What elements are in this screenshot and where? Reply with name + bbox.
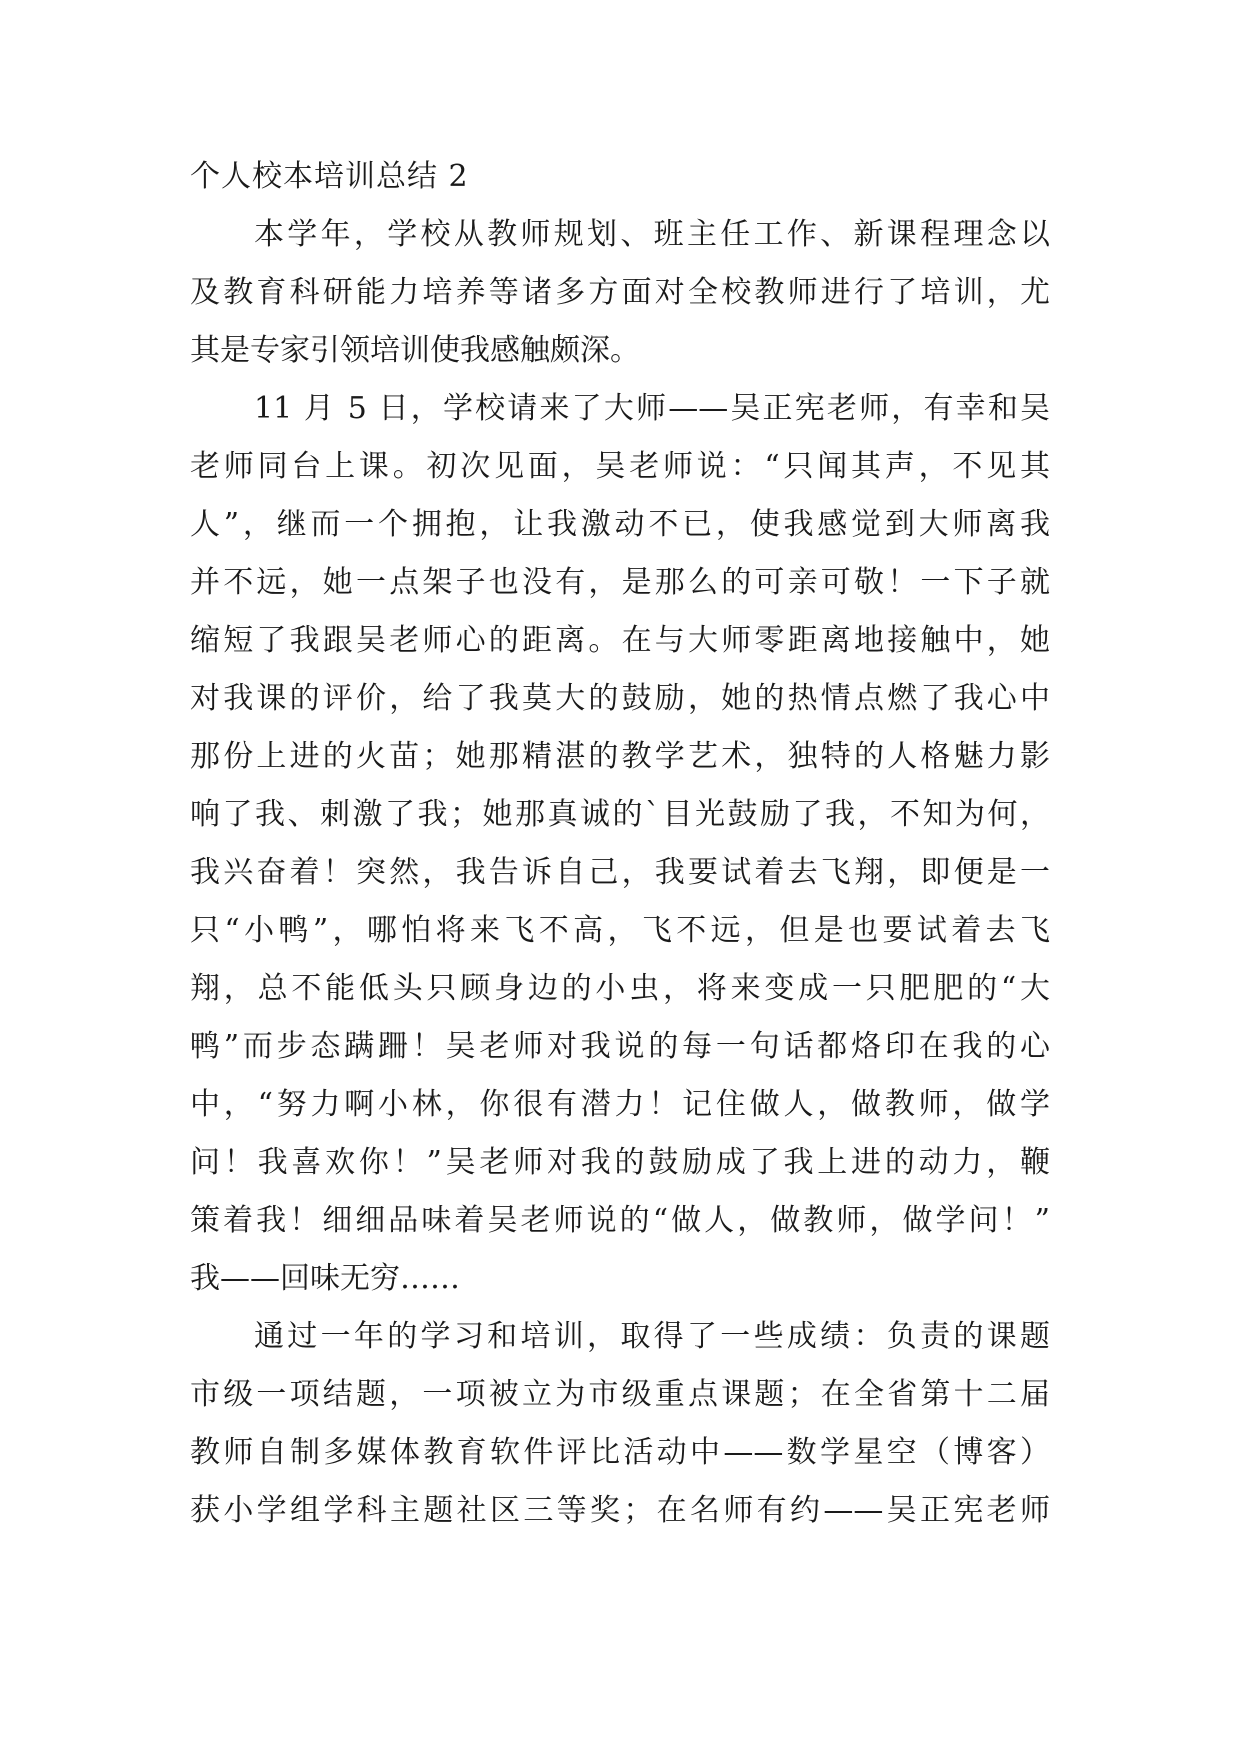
paragraph-line: 对我课的评价，给了我莫大的鼓励，她的热情点燃了我心中 — [190, 681, 1050, 716]
paragraph-intro — [190, 206, 1050, 380]
paragraph-line: 翔，总不能低头只顾身边的小虫，将来变成一只肥肥的“大 — [190, 971, 1050, 1006]
paragraph-line: 老师同台上课。初次见面，吴老师说：“只闻其声，不见其 — [190, 449, 1050, 484]
paragraph-line: 策着我！细细品味着吴老师说的“做人，做教师，做学问！” — [190, 1203, 1050, 1238]
paragraph-line: 响了我、刺激了我；她那真诚的`目光鼓励了我，不知为何， — [190, 797, 1050, 832]
paragraph-line: 那份上进的火苗；她那精湛的教学艺术，独特的人格魅力影 — [190, 739, 1050, 774]
paragraph-meeting-teacher-wu — [190, 380, 1050, 1308]
paragraph-line: 我兴奋着！突然，我告诉自己，我要试着去飞翔，即便是一 — [190, 855, 1050, 890]
paragraph-line: 获小学组学科主题社区三等奖；在名师有约——吴正宪老师 — [190, 1493, 1050, 1528]
paragraph-line: 并不远，她一点架子也没有，是那么的可亲可敬！一下子就 — [190, 565, 1050, 600]
paragraph-line: 中，“努力啊小林，你很有潜力！记住做人，做教师，做学 — [190, 1087, 1050, 1122]
document-body — [190, 148, 1050, 1540]
document-title: 个人校本培训总结 2 — [190, 159, 469, 194]
paragraph-line: 鸭”而步态蹒跚！吴老师对我说的每一句话都烙印在我的心 — [190, 1029, 1050, 1064]
paragraph-line: 问！我喜欢你！”吴老师对我的鼓励成了我上进的动力，鞭 — [190, 1145, 1050, 1180]
paragraph-line: 人”，继而一个拥抱，让我激动不已，使我感觉到大师离我 — [190, 507, 1050, 542]
paragraph-line: 缩短了我跟吴老师心的距离。在与大师零距离地接触中，她 — [190, 623, 1050, 658]
paragraph-line: 教师自制多媒体教育软件评比活动中——数学星空（博客） — [190, 1435, 1050, 1470]
paragraph-line: 我——回味无穷…… — [190, 1261, 460, 1296]
paragraph-line: 11 月 5 日，学校请来了大师——吴正宪老师，有幸和吴 — [254, 391, 1050, 426]
paragraph-line: 本学年，学校从教师规划、班主任工作、新课程理念以 — [254, 217, 1050, 252]
paragraph-line: 及教育科研能力培养等诸多方面对全校教师进行了培训，尤 — [190, 275, 1050, 310]
paragraph-achievements — [190, 1308, 1050, 1540]
paragraph-line: 市级一项结题，一项被立为市级重点课题；在全省第十二届 — [190, 1377, 1050, 1412]
paragraph-line: 其是专家引领培训使我感触颇深。 — [190, 333, 640, 368]
paragraph-line: 通过一年的学习和培训，取得了一些成绩：负责的课题 — [254, 1319, 1050, 1354]
paragraph-line: 只“小鸭”，哪怕将来飞不高，飞不远，但是也要试着去飞 — [190, 913, 1050, 948]
